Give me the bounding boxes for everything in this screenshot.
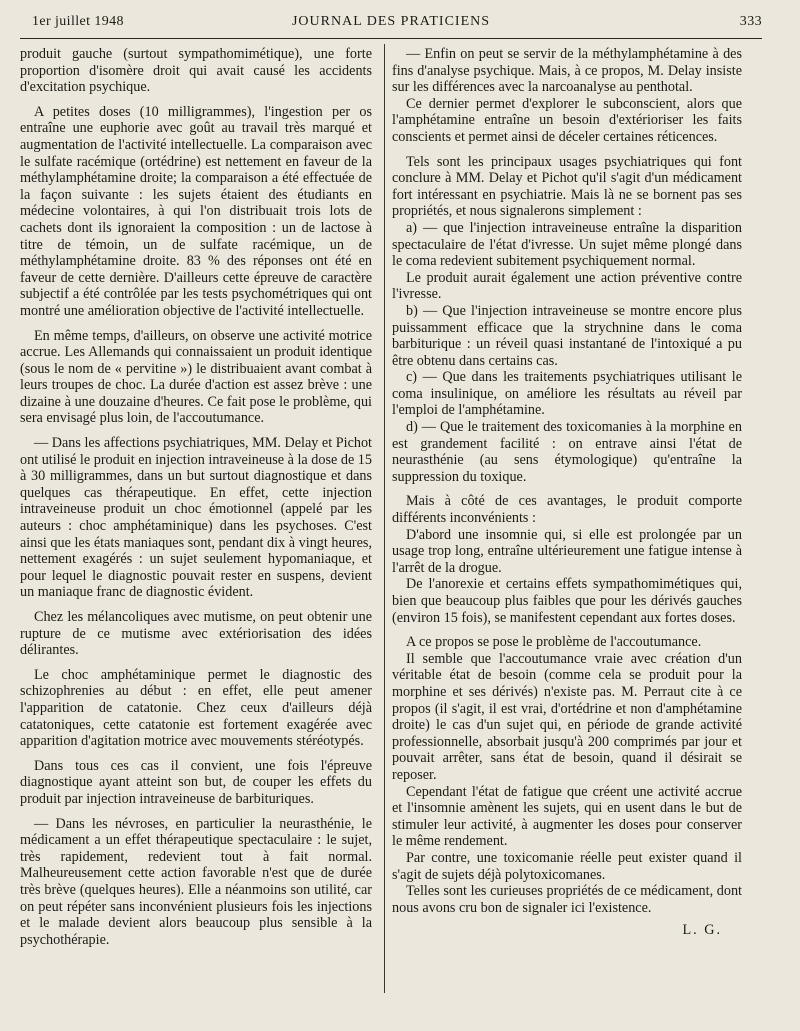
page-header bbox=[20, 12, 762, 36]
paragraph: d) — Que le traitement des toxicomanies à la morphine en est grandement facilité : on entrave ainsi l'état de neurasthénie (au sens étymologique) qu'entraîne la suppression du toxique. bbox=[392, 419, 742, 485]
header-date: 1er juillet 1948 bbox=[32, 14, 124, 29]
paragraph: Le choc amphétaminique permet le diagnostic des schizophrenies au début : en effet, elle peut amener l'apparition de catatonie. Chez ceux d'ailleurs déjà catatoniques, cette catatonie est fortement exagérée avec apparition d'agitation motrice avec mouvements stéréotypés. bbox=[20, 666, 372, 750]
paragraph: b) — Que l'injection intraveineuse se montre encore plus puissamment efficace que la strychnine dans le coma barbiturique : un réveil quasi instantané de l'intoxiqué a pu être obtenu dans certains cas. bbox=[392, 302, 742, 369]
header-rule bbox=[20, 38, 762, 39]
journal-title: JOURNAL DES PRATICIENS bbox=[291, 14, 491, 29]
page-number: 333 bbox=[739, 14, 762, 29]
paragraph: A ce propos se pose le problème de l'accoutumance. bbox=[406, 634, 702, 651]
paragraph: Tels sont les principaux usages psychiatriques qui font conclure à MM. Delay et Pichot qu'il s'agit d'un médicament fort intéressant en psychiatrie. Mais là ne se bornent pas ses propriétés, et nous signalerons simplement : bbox=[392, 153, 742, 220]
paragraph: Il semble que l'accoutumance vraie avec création d'un véritable état de besoin (comme cela se produit pour la morphine et ses dérivés) n'existe pas. M. Perraut cite à ce propos (il s'agit, il est vrai, d'ortédrine et non d'amphétamine droite) le cas d'un sujet qui, en période de grande activité professionnelle, absorbait jusqu'à 200 comprimés par jour et pouvait arrêter, sans état de besoin, quand il désirait se reposer. bbox=[392, 650, 742, 783]
paragraph: — Dans les affections psychiatriques, MM. Delay et Pichot ont utilisé le produit en injection intraveineuse à la dose de 15 à 30 milligrammes, dans un but surtout diagnostique et dans quelques cas thérapeutique. En effet, cette injection intraveineuse produit un choc émotionnel (appelé par les auteurs : choc amphétaminique) dans les psychoses. C'est ainsi que les états maniaques sont, pendant dix à vingt heures, nettement exagérés : un sujet seulement hypomaniaque, et pour lequel le diagnostic pouvait rester en suspens, devient un maniaque franc de diagnostic évident. bbox=[20, 435, 372, 601]
paragraph: c) — Que dans les traitements psychiatriques utilisant le coma insulinique, on améliore les résultats au réveil par l'emploi de l'amphétamine. bbox=[392, 369, 742, 419]
paragraph: Cependant l'état de fatigue que créent une activité accrue et l'insomnie amènent les sujets, qui en usent dans le but de stimuler leur activité, à augmenter les doses pour conserver le même rendement. bbox=[392, 783, 742, 850]
author-signature: L. G. bbox=[682, 922, 722, 939]
paragraph: Mais à côté de ces avantages, le produit comporte différents inconvénients : bbox=[392, 493, 742, 527]
paragraph: Telles sont les curieuses propriétés de ce médicament, dont nous avons cru bon de signaler ici l'existence. bbox=[392, 883, 742, 916]
paragraph: Chez les mélancoliques avec mutisme, on peut obtenir une rupture de ce mutisme avec extériorisation des idées délirantes. bbox=[20, 609, 372, 659]
right-column bbox=[392, 46, 742, 939]
paragraph: Le produit aurait également une action préventive contre l'ivresse. bbox=[392, 269, 742, 303]
paragraph: De l'anorexie et certains effets sympathomimétiques qui, bien que beaucoup plus faibles que pour les dérivés gauches (environ 15 fois), se manifestent cependant aux fortes doses. bbox=[392, 576, 742, 626]
paragraph: Ce dernier permet d'explorer le subconscient, alors que l'amphétamine entraîne un besoin d'extérioriser les faits conscients et permet ainsi de déceler certaines réticences. bbox=[392, 95, 742, 145]
paragraph: Par contre, une toxicomanie réelle peut exister quand il s'agit de sujets déjà polytoxicomanes. bbox=[392, 849, 742, 883]
paragraph: — Dans les névroses, en particulier la neurasthénie, le médicament a un effet thérapeutique spectaculaire : le sujet, très rapidement, redevient tout à fait normal. Malheureusement cette action favorable n'est que de durée très brève (quelques heures). Elle a néanmoins son utilité, car on peut répéter sans inconvénient plusieurs fois les injections et le malade devient alors beaucoup plus sensible à la psychothérapie. bbox=[20, 815, 372, 948]
paragraph: Dans tous ces cas il convient, une fois l'épreuve diagnostique ayant atteint son but, de couper les effets du produit par injection intraveineuse de barbituriques. bbox=[20, 757, 372, 807]
paragraph: D'abord une insomnie qui, si elle est prolongée par un usage trop long, entraîne ultérieurement une fatigue intense à l'arrêt de la drogue. bbox=[392, 526, 742, 576]
paragraph: produit gauche (surtout sympathomimétique), une forte proportion d'isomère droit qui avait causé les accidents d'excitation psychique. bbox=[20, 46, 372, 96]
paragraph: a) — que l'injection intraveineuse entraîne la disparition spectaculaire de l'état d'ivresse. Un sujet même plongé dans le coma redevient subitement psychiquement normal. bbox=[392, 219, 742, 270]
paragraph: — Enfin on peut se servir de la méthylamphétamine à des fins d'analyse psychique. Mais, à ce propos, M. Delay insiste sur les différences avec la narcoanalyse au penthotal. bbox=[392, 46, 742, 96]
paragraph: En même temps, d'ailleurs, on observe une activité motrice accrue. Les Allemands qui connaissaient un produit identique (sous le nom de « pervitine ») le distribuaient avant combat à leurs troupes de choc. La durée d'action est assez brève : une dizaine à une douzaine d'heures. Ce fait pose le problème, qui sera envisagé plus loin, de l'accoutumance. bbox=[20, 327, 372, 427]
left-column bbox=[20, 46, 372, 948]
column-divider bbox=[384, 44, 385, 993]
paragraph: A petites doses (10 milligrammes), l'ingestion per os entraîne une euphorie avec goût au travail très marqué et augmentation de l'activité intellectuelle. La comparaison avec le sulfate racémique (ortédrine) est nettement en faveur de la méthylamphétamine droite; la comparaison a été effectuée de la façon suivante : les sujets étaient des étudiants en médecine volontaires, à qui l'on distribuait trois lots de cachets dont ils ignoraient la composition : un de lactose à titre de témoin, un de sulfate racémique, un de méthylamphétamine droite. 83 % des réponses ont été en faveur de cette dernière. D'ailleurs cette épreuve de caractère subjectif a été contrôlée par les tests psychométriques qui ont montré une amélioration objective de l'activité intellectuelle. bbox=[20, 103, 372, 319]
